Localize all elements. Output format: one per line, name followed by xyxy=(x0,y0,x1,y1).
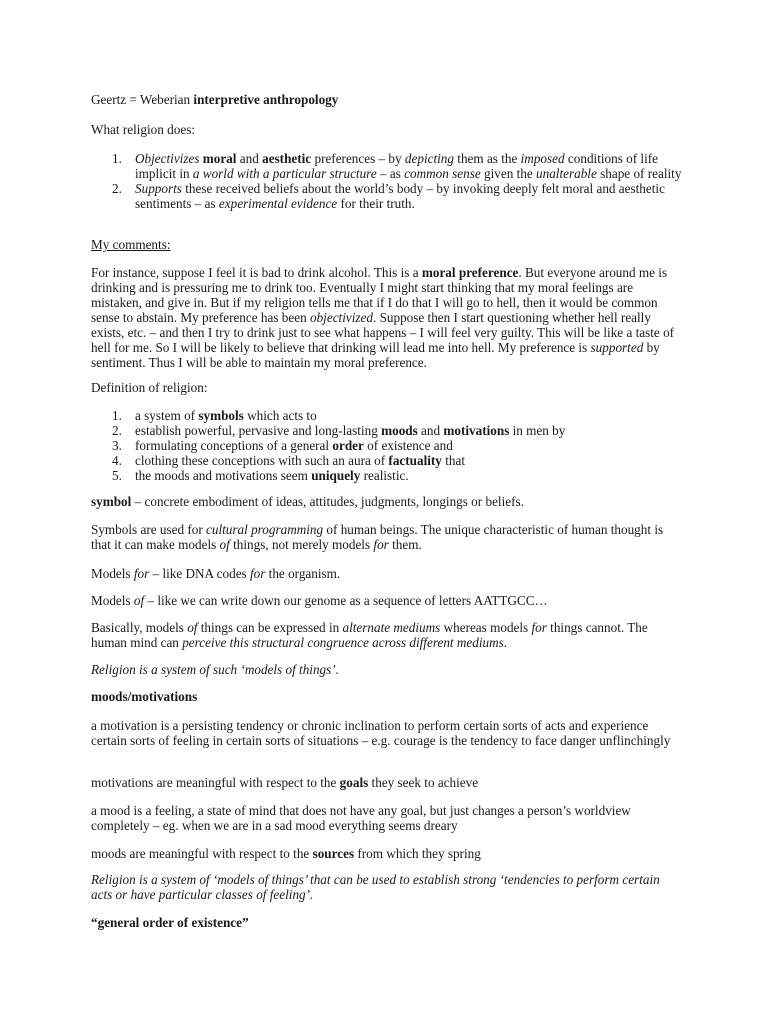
text-run: things, not merely models xyxy=(229,537,374,552)
bold-run: symbols xyxy=(198,408,244,423)
text-run: these received beliefs about the world’s body – by invoking deeply felt moral and aesthetic sentiments – as xyxy=(135,181,665,211)
italic-run: supported xyxy=(590,340,644,355)
general-order-heading xyxy=(91,915,683,930)
text-run: the organism. xyxy=(265,566,341,581)
text-run: conditions of life implicit in xyxy=(135,151,659,181)
bold-run: moods xyxy=(381,423,418,438)
text-run: – like DNA codes xyxy=(149,566,250,581)
italic-run: common sense xyxy=(404,166,481,181)
text-run: – as xyxy=(376,166,405,181)
text-run: motivations are meaningful with respect to the xyxy=(91,775,340,790)
title-bold: interpretive anthropology xyxy=(193,92,339,107)
text-run: by sentiment. Thus I will be able to maintain my moral preference. xyxy=(91,340,660,370)
religion-tendencies-paragraph xyxy=(91,872,683,902)
text-run: . Suppose then I start questioning whether hell really exists, etc. – and then I try to drink just to see what happens – I will feel very guilty. This will be like a taste of hell for me. So I will be likely to believe that drinking will lead me into hell. My preference is xyxy=(91,310,675,355)
text-run: establish powerful, pervasive and long-lasting xyxy=(135,423,382,438)
models-for-paragraph xyxy=(91,566,683,581)
italic-run: unalterable xyxy=(536,166,597,181)
text-run: whereas models xyxy=(440,620,532,635)
list-item xyxy=(91,468,683,483)
italic-run: Religion is a system of ‘models of things’ that can be used to establish strong ‘tendencies to perform certain acts or have particular classes of feeling’. xyxy=(91,872,660,902)
text-run: things can be expressed in xyxy=(197,620,343,635)
basically-paragraph xyxy=(91,620,683,650)
mood-paragraph: a mood is a feeling, a state of mind that does not have any goal, but just changes a person’s worldview completely – eg. when we are in a sad mood everything seems dreary xyxy=(91,803,631,833)
italic-run: Objectivizes xyxy=(135,151,200,166)
bold-run: motivations xyxy=(443,423,510,438)
list-item xyxy=(91,453,683,468)
my-comments-heading: My comments: xyxy=(91,237,171,252)
motivations-goals-paragraph xyxy=(91,775,683,790)
italic-run: for xyxy=(373,537,389,552)
italic-run: imposed xyxy=(520,151,565,166)
text-run: that xyxy=(441,453,465,468)
list-item xyxy=(91,423,683,438)
bold-run: moral xyxy=(202,151,237,166)
bold-run: aesthetic xyxy=(262,151,312,166)
list-item-number: 5. xyxy=(112,468,122,483)
list-item xyxy=(91,438,683,453)
text-run: shape of reality xyxy=(596,166,682,181)
text-run: and xyxy=(417,423,444,438)
text-run: . xyxy=(503,635,508,650)
italic-run: of xyxy=(133,593,145,608)
moods-heading xyxy=(91,689,683,704)
text-run: things cannot. The human mind can xyxy=(91,620,648,650)
list-item-number: 2. xyxy=(112,181,122,196)
text-run: – concrete embodiment of ideas, attitudes, judgments, longings or beliefs. xyxy=(131,494,524,509)
bold-run: factuality xyxy=(388,453,442,468)
list-item-number: 4. xyxy=(112,453,122,468)
bold-run: symbol xyxy=(91,494,132,509)
list-item-number: 1. xyxy=(112,408,122,423)
italic-run: for xyxy=(531,620,547,635)
does-list xyxy=(91,151,683,211)
list-item xyxy=(91,408,683,423)
document-title xyxy=(91,92,683,107)
text-run: Models xyxy=(91,566,134,581)
italic-run: objectivized xyxy=(309,310,373,325)
text-run: moods are meaningful with respect to the xyxy=(91,846,313,861)
text-run: given the xyxy=(480,166,537,181)
list-item-number: 3. xyxy=(112,438,122,453)
text-run: realistic. xyxy=(360,468,409,483)
italic-run: for xyxy=(249,566,266,581)
symbols-used-paragraph xyxy=(91,522,683,552)
italic-run: perceive this structural congruence across different mediums xyxy=(182,635,504,650)
text-run: Basically, models xyxy=(91,620,188,635)
text-run: in men by xyxy=(509,423,566,438)
text-run: Symbols are used for xyxy=(91,522,207,537)
text-run: they seek to achieve xyxy=(368,775,479,790)
list-item xyxy=(91,151,683,181)
definition-heading: Definition of religion: xyxy=(91,380,208,395)
definition-list xyxy=(91,408,683,483)
text-run: them as the xyxy=(453,151,521,166)
bold-run: order xyxy=(332,438,364,453)
bold-run: moral preference xyxy=(421,265,519,280)
list-item-number: 1. xyxy=(112,151,122,166)
italic-run: experimental evidence xyxy=(218,196,338,211)
religion-models-paragraph xyxy=(91,662,683,677)
models-of-paragraph xyxy=(91,593,683,608)
moods-heading-text: moods/motivations xyxy=(91,689,198,704)
title-prefix: Geertz = Weberian xyxy=(91,92,194,107)
text-run: for their truth. xyxy=(337,196,415,211)
text-run: which acts to xyxy=(243,408,317,423)
text-run: For instance, suppose I feel it is bad to drink alcohol. This is a xyxy=(91,265,422,280)
text-run: . But everyone around me is drinking and is pressuring me to drink too. Eventually I might start thinking that my moral feelings are mistaken, and give in. But if my religion tells me that if I do that I will go to hell, then it would be common sense to abstain. My preference has been xyxy=(91,265,668,325)
text-run: of human beings. The unique characteristic of human thought is that it can make models xyxy=(91,522,664,552)
italic-run: cultural programming xyxy=(206,522,324,537)
list-item-number: 2. xyxy=(112,423,122,438)
comments-paragraph xyxy=(91,265,683,370)
text-run: a system of xyxy=(135,408,199,423)
italic-run: Supports xyxy=(135,181,182,196)
text-run: from which they spring xyxy=(354,846,481,861)
general-order-heading-text: “general order of existence” xyxy=(91,915,249,930)
text-run: of existence and xyxy=(363,438,453,453)
italic-run: Religion is a system of such ‘models of things’. xyxy=(91,662,339,677)
italic-run: depicting xyxy=(404,151,454,166)
text-run: clothing these conceptions with such an aura of xyxy=(135,453,389,468)
italic-run: alternate mediums xyxy=(342,620,441,635)
what-religion-heading: What religion does: xyxy=(91,122,196,137)
bold-run: goals xyxy=(339,775,369,790)
italic-run: of xyxy=(187,620,198,635)
text-run: the moods and motivations seem xyxy=(135,468,312,483)
list-item xyxy=(91,181,683,211)
moods-sources-paragraph xyxy=(91,846,683,861)
motivation-paragraph: a motivation is a persisting tendency or chronic inclination to perform certain sorts of acts and experience certain sorts of feeling in certain sorts of situations – e.g. courage is the tendency to face danger unflinchingly xyxy=(91,718,671,748)
text-run: preferences – by xyxy=(311,151,405,166)
symbol-paragraph xyxy=(91,494,683,509)
text-run: and xyxy=(236,151,263,166)
italic-run: a world with a particular structure xyxy=(192,166,377,181)
text-run: them. xyxy=(388,537,422,552)
text-run: – like we can write down our genome as a sequence of letters AATTGCC… xyxy=(144,593,548,608)
italic-run: for xyxy=(133,566,150,581)
bold-run: sources xyxy=(312,846,355,861)
text-run: Models xyxy=(91,593,134,608)
bold-run: uniquely xyxy=(311,468,361,483)
text-run: formulating conceptions of a general xyxy=(135,438,333,453)
italic-run: of xyxy=(219,537,230,552)
